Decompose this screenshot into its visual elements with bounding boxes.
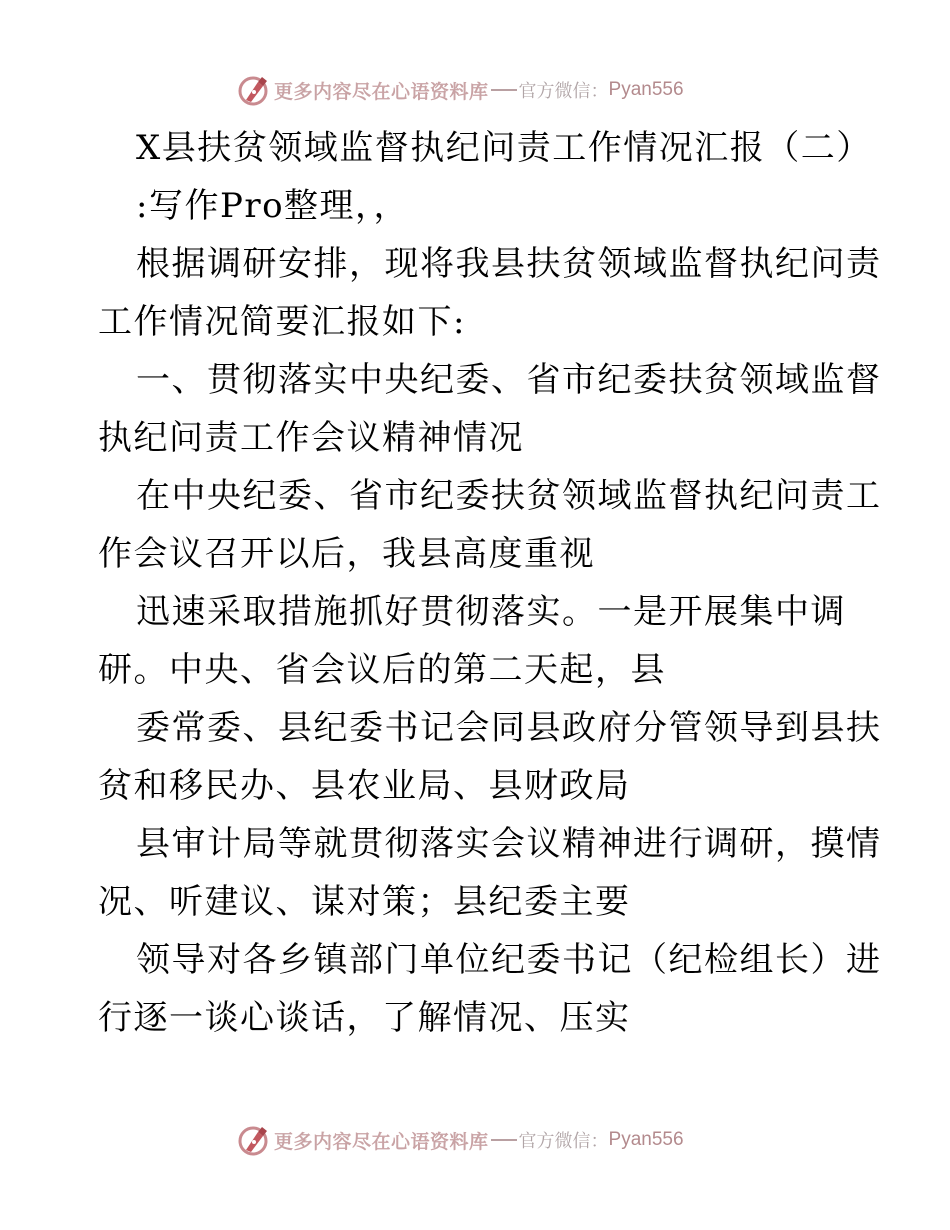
paragraph-line: 县审计局等就贯彻落实会议精神进行调研，摸情 <box>136 824 882 864</box>
watermark-header <box>236 72 684 108</box>
section-heading-line: 一、贯彻落实中央纪委、省市纪委扶贫领域监督 <box>136 360 882 400</box>
paragraph-line: 研。中央、省会议后的第二天起，县 <box>98 650 666 690</box>
watermark-dash <box>491 89 517 91</box>
watermark-sub-text: 官方微信： <box>518 81 609 102</box>
paragraph-line: 根据调研安排，现将我县扶贫领域监督执纪问责 <box>136 244 882 284</box>
paragraph-line: 工作情况简要汇报如下: <box>98 302 466 342</box>
paragraph-line: 在中央纪委、省市纪委扶贫领域监督执纪问责工 <box>136 476 882 516</box>
pen-nib-logo-icon <box>236 1122 272 1158</box>
document-title: X县扶贫领域监督执纪问责工作情况汇报（二） <box>136 128 872 168</box>
watermark-footer <box>236 1122 684 1158</box>
paragraph-line: 作会议召开以后，我县高度重视 <box>98 534 595 574</box>
document-subtitle: :写作Pro整理，， <box>136 186 410 226</box>
watermark-main-text: 更多内容尽在心语资料库 <box>274 1130 489 1153</box>
watermark-sub-text: 官方微信： <box>518 1131 609 1152</box>
paragraph-line: 况、听建议、谋对策；县纪委主要 <box>98 882 631 922</box>
paragraph-line: 贫和移民办、县农业局、县财政局 <box>98 766 631 806</box>
section-heading-line: 执纪问责工作会议精神情况 <box>98 418 524 458</box>
watermark-handle: Pyan556 <box>608 1129 684 1150</box>
paragraph-line: 领导对各乡镇部门单位纪委书记（纪检组长）进 <box>136 940 882 980</box>
pen-nib-logo-icon <box>236 72 272 108</box>
paragraph-line: 迅速采取措施抓好贯彻落实。一是开展集中调 <box>136 592 846 632</box>
paragraph-line: 委常委、县纪委书记会同县政府分管领导到县扶 <box>136 708 882 748</box>
watermark-dash <box>491 1139 517 1141</box>
paragraph-line: 行逐一谈心谈话，了解情况、压实 <box>98 998 631 1038</box>
watermark-handle: Pyan556 <box>608 79 684 100</box>
watermark-main-text: 更多内容尽在心语资料库 <box>274 80 489 103</box>
